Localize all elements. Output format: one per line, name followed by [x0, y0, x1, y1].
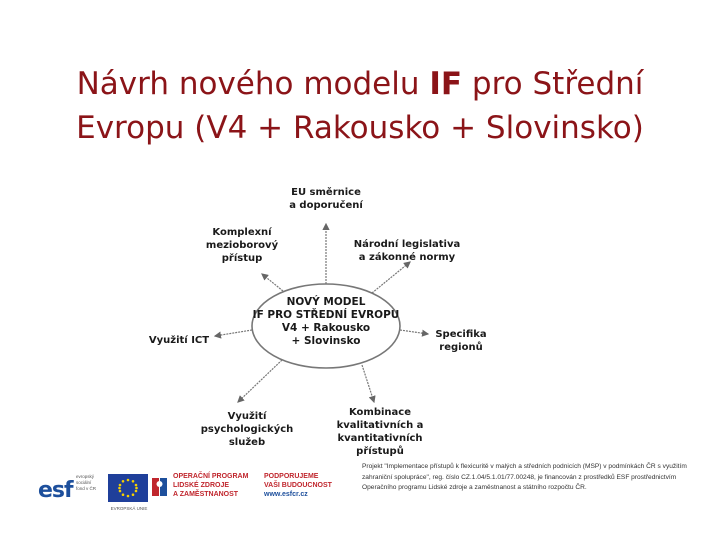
arrow-specifika: [400, 330, 428, 334]
eu-flag-icon: [108, 474, 148, 502]
node-kombinace: Kombinace kvalitativních a kvantitativních přístupů: [336, 407, 424, 457]
title-line-1: Návrh nového modelu IF pro Střední: [76, 66, 644, 102]
arrow-komplexni: [262, 274, 283, 291]
node-specifika-regionu: Specifika regionů: [435, 329, 487, 353]
op-lzz-icon: [150, 474, 170, 500]
arrow-kombinace: [362, 365, 374, 402]
esf-logo: esf evropský sociální fond v ČR: [38, 474, 97, 503]
center-node: NOVÝ MODEL IF PRO STŘEDNÍ EVROPU V4 + Rakousko + Slovinsko: [252, 296, 400, 347]
op-lzz-text: OPERAČNÍ PROGRAM LIDSKÉ ZDROJE A ZAMĚSTNANOST: [173, 473, 249, 498]
title-line-2: Evropu (V4 + Rakousko + Slovinsko): [76, 110, 644, 146]
node-eu-smernice: EU směrnice a doporučení: [289, 187, 363, 211]
node-vyuziti-ict: Využití ICT: [148, 335, 210, 346]
project-footnote: Projekt "Implementace přístupů k flexicuritě v malých a středních podnicích (MSP) v podmínkách ČR s využitím zahraniční spolupráce", reg. číslo CZ.1.04/5.1.01/77.00248, je financován z prostředků ESF prostřednictvím Operačního programu Lidské zdroje a zaměstnanost a státního rozpočtu ČR.: [362, 463, 687, 491]
podporujeme-text: PODPORUJEME VAŠI BUDOUCNOST www.esfcr.cz: [264, 473, 332, 498]
node-narodni-legislativa: Národní legislativa a zákonné normy: [353, 239, 461, 263]
node-psychologickych-sluzeb: Využití psychologických služeb: [200, 411, 294, 448]
eu-caption: EVROPSKÁ UNIE: [110, 506, 148, 511]
node-komplexni-pristup: Komplexní mezioborový přístup: [205, 227, 279, 264]
arrow-narodni: [372, 262, 410, 293]
logo-strip: [38, 470, 338, 530]
arrow-psych: [238, 360, 282, 402]
esf-logo-caption: evropský sociální fond v ČR: [76, 474, 97, 491]
arrow-ict: [215, 330, 252, 336]
